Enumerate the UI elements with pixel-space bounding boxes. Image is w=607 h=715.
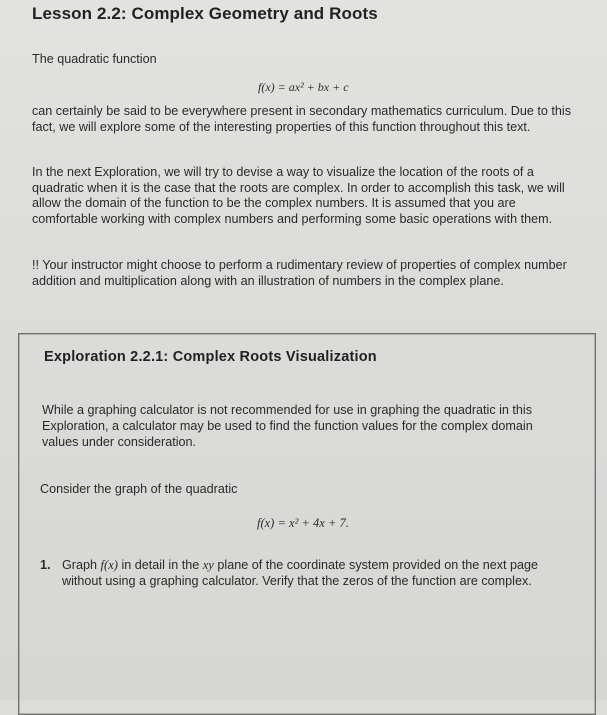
- exercise-fx: f(x): [100, 558, 118, 572]
- exercise-graph-word: Graph: [62, 558, 98, 572]
- exercise-in-detail: in detail in the: [121, 558, 200, 572]
- intro-paragraph-1: can certainly be said to be everywhere present in secondary mathematics curriculum. Due to this fact, we will explore some of the interesting properties of this function throughout this text.: [32, 104, 571, 134]
- exercise-xy: xy: [202, 558, 214, 572]
- intro-lead: The quadratic function: [32, 52, 157, 66]
- exercise-number: 1.: [40, 558, 51, 572]
- exploration-paragraph: While a graphing calculator is not recommended for use in graphing the quadratic in this Exploration, a calculator may be used to find the function values for the complex domain values under consideration.: [42, 403, 533, 449]
- instructor-note: !! Your instructor might choose to perform a rudimentary review of properties of complex number addition and multiplication along with an illustration of numbers in the complex plane.: [32, 258, 567, 288]
- exercise-rest: plane of the coordinate system provided on the next page without using a graphing calculator. Verify that the zeros of the function are complex.: [62, 558, 539, 588]
- consider-text: Consider the graph of the quadratic: [40, 482, 238, 496]
- general-quadratic-formula: f(x) = ax² + bx + c: [258, 80, 349, 94]
- intro-paragraph-2: In the next Exploration, we will try to devise a way to visualize the location of the roots of a quadratic when it is the case that the roots are complex. In order to accomplish this task, we will allow the domain of the function to be the complex numbers. It is assumed that you are comfortable working with complex numbers and performing some basic operations with them.: [32, 165, 565, 226]
- exploration-title: Exploration 2.2.1: Complex Roots Visualization: [44, 349, 377, 365]
- specific-quadratic-formula: f(x) = x² + 4x + 7.: [257, 516, 349, 530]
- lesson-title: Lesson 2.2: Complex Geometry and Roots: [32, 4, 378, 23]
- exercise-text: [62, 557, 567, 589]
